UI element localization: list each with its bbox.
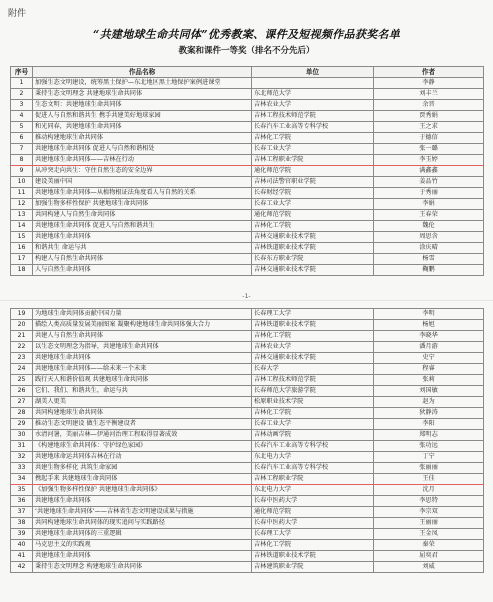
- cell-unit: 吉林交通职业技术学院: [252, 353, 374, 364]
- cell-number: 32: [11, 452, 33, 463]
- cell-title: 共建地球生命共同体 促进人与自然和谐相处: [33, 144, 252, 155]
- table-row: [11, 364, 484, 375]
- cell-author: 李娟: [374, 199, 484, 210]
- cell-author: 张丽丽: [374, 463, 484, 474]
- cell-unit: 长春财经学院: [252, 188, 374, 199]
- table-row: [11, 540, 484, 551]
- cell-unit: 吉林工程职业学院: [252, 474, 374, 485]
- cell-title: 共建生物多样化 共筑生命家园: [33, 463, 252, 474]
- cell-unit: 长春中医药大学: [252, 518, 374, 529]
- table-row: [11, 331, 484, 342]
- cell-title: 推动构建地球生命共同体: [33, 133, 252, 144]
- cell-author: 赵为: [374, 397, 484, 408]
- cell-title: 它们、我们、和谐共生，命运与共: [33, 386, 252, 397]
- cell-title: 共建人与自然生命共同体: [33, 331, 252, 342]
- table-row: [11, 155, 484, 166]
- cell-title: 共同构建地球生命共同体的现实追问与实践路径: [33, 518, 252, 529]
- cell-author: 满鑫鑫: [374, 166, 484, 177]
- cell-author: 姜品竹: [374, 177, 484, 188]
- cell-author: 史宁: [374, 353, 484, 364]
- cell-unit: 东北师范大学: [252, 89, 374, 100]
- cell-title: 推动生态文明建设 做生态平衡建设者: [33, 419, 252, 430]
- cell-title: 共建地球生命共同体: [33, 232, 252, 243]
- table-row: [11, 210, 484, 221]
- cell-title: 共同构建地球生命共同体: [33, 408, 252, 419]
- cell-title: 和光同春，共建地球生命共同体: [33, 122, 252, 133]
- table-row: [11, 144, 484, 155]
- cell-author: 刘丰兰: [374, 89, 484, 100]
- table-row: [11, 485, 484, 496]
- table-row: [11, 232, 484, 243]
- cell-author: 张功远: [374, 441, 484, 452]
- cell-author: 李静: [374, 78, 484, 89]
- table-row: [11, 452, 484, 463]
- cell-author: 沈月: [374, 485, 484, 496]
- table-body-page2: [11, 309, 484, 573]
- cell-unit: 长春理工大学: [252, 529, 374, 540]
- cell-unit: 吉林司法警官职业学院: [252, 177, 374, 188]
- table-header-row: [11, 67, 484, 78]
- cell-title: 加强生态文明建设，统筹黑土保护—东北地区黑土地保护案例进课堂: [33, 78, 252, 89]
- cell-unit: 吉林交通职业技术学院: [252, 265, 374, 276]
- cell-number: 42: [11, 562, 33, 573]
- cell-number: 6: [11, 133, 33, 144]
- cell-number: 14: [11, 221, 33, 232]
- cell-unit: 长春汽车工业高等专科学校: [252, 441, 374, 452]
- cell-author: 李思特: [374, 496, 484, 507]
- cell-author: 秦荣: [374, 540, 484, 551]
- cell-unit: 长春师范大学旅游学院: [252, 386, 374, 397]
- cell-author: 杨旭: [374, 320, 484, 331]
- cell-author: 张一璐: [374, 144, 484, 155]
- cell-title: 建设美丽中国: [33, 177, 252, 188]
- cell-author: 刘威: [374, 562, 484, 573]
- cell-number: 5: [11, 122, 33, 133]
- table-row: [11, 353, 484, 364]
- cell-number: 2: [11, 89, 33, 100]
- table-row: [11, 122, 484, 133]
- cell-unit: 长春工业大学: [252, 419, 374, 430]
- cell-author: 鞠鹏: [374, 265, 484, 276]
- cell-number: 37: [11, 507, 33, 518]
- cell-title: 水清河暑，美丽吉林—伊通河治理工程取得显著成效: [33, 430, 252, 441]
- table-row: [11, 474, 484, 485]
- cell-number: 9: [11, 166, 33, 177]
- cell-unit: 吉林农业大学: [252, 100, 374, 111]
- cell-title: 共建地球生命共同体: [33, 353, 252, 364]
- cell-author: 于秀丽: [374, 188, 484, 199]
- table-row: [11, 562, 484, 573]
- table-row: [11, 518, 484, 529]
- cell-number: 8: [11, 155, 33, 166]
- cell-author: 屈奕君: [374, 551, 484, 562]
- award-table-page2: [10, 308, 484, 573]
- cell-number: 23: [11, 353, 33, 364]
- table-body-page1: [11, 78, 484, 276]
- table-row: [11, 496, 484, 507]
- cell-author: 贾秀娟: [374, 111, 484, 122]
- cell-number: 4: [11, 111, 33, 122]
- cell-author: 李阳: [374, 419, 484, 430]
- cell-number: 12: [11, 199, 33, 210]
- table-row: [11, 221, 484, 232]
- cell-number: 28: [11, 408, 33, 419]
- cell-unit: 长春工业大学: [252, 199, 374, 210]
- cell-title: 和谐共生 命运与共: [33, 243, 252, 254]
- table-row: [11, 133, 484, 144]
- cell-number: 35: [11, 485, 33, 496]
- cell-number: 10: [11, 177, 33, 188]
- cell-title: 共同构建人与自然生命共同体: [33, 210, 252, 221]
- table-row: [11, 243, 484, 254]
- table-row: [11, 199, 484, 210]
- cell-unit: 吉林化工学院: [252, 408, 374, 419]
- table-row: [11, 166, 484, 177]
- cell-unit: 吉林建筑职业学院: [252, 562, 374, 573]
- table-row: [11, 342, 484, 353]
- cell-unit: 东北电力大学: [252, 485, 374, 496]
- column-header-author: 作者: [374, 67, 484, 78]
- cell-title: 共建地球生命共同体 促进人与自然和谐共生: [33, 221, 252, 232]
- cell-number: 24: [11, 364, 33, 375]
- cell-title: 共建地球生命共同体: [33, 551, 252, 562]
- award-table-page1: [10, 66, 484, 276]
- document-subtitle: 教案和课件一等奖（排名不分先后）: [178, 46, 315, 56]
- cell-author: 魏伦: [374, 221, 484, 232]
- cell-title: 秉持生态文明理念 构建地球生命共同体: [33, 562, 252, 573]
- cell-number: 27: [11, 397, 33, 408]
- cell-title: 湖美人更美: [33, 397, 252, 408]
- cell-title: 携起手来 共建地球生命共同体: [33, 474, 252, 485]
- cell-unit: 松原职业技术学院: [252, 397, 374, 408]
- cell-author: 杨雪: [374, 254, 484, 265]
- cell-title: 描绘人类高质量发展美丽图案 凝聚构建地球生命共同体强大合力: [33, 320, 252, 331]
- table-row: [11, 89, 484, 100]
- cell-unit: 吉林化工学院: [252, 133, 374, 144]
- cell-number: 41: [11, 551, 33, 562]
- column-header-number: 序号: [11, 67, 33, 78]
- table-row: [11, 254, 484, 265]
- cell-unit: 长春理工大学: [252, 309, 374, 320]
- cell-unit: 吉林农业大学: [252, 342, 374, 353]
- cell-title: ‘共建地球生命共同体’——吉林省生态文明建设成果与措施: [33, 507, 252, 518]
- cell-number: 31: [11, 441, 33, 452]
- cell-author: 王丽丽: [374, 518, 484, 529]
- cell-author: 李宗双: [374, 507, 484, 518]
- table-row: [11, 320, 484, 331]
- cell-author: 李明: [374, 309, 484, 320]
- cell-title: 《加强生物多样性保护 共建地球生命共同体》: [33, 485, 252, 496]
- cell-title: 共建地球生命共同体—从植物根证法角度看人与自然的关系: [33, 188, 252, 199]
- table-row: [11, 551, 484, 562]
- cell-unit: 长春东方职业学院: [252, 254, 374, 265]
- cell-number: 30: [11, 430, 33, 441]
- cell-number: 40: [11, 540, 33, 551]
- table-row: [11, 507, 484, 518]
- cell-unit: 吉林工程职业学院: [252, 155, 374, 166]
- cell-author: 李玉婷: [374, 155, 484, 166]
- cell-unit: 通化师范学院: [252, 210, 374, 221]
- cell-author: 于德信: [374, 133, 484, 144]
- cell-author: 王佳: [374, 474, 484, 485]
- cell-unit: 吉林铁道职业技术学院: [252, 551, 374, 562]
- cell-number: 15: [11, 232, 33, 243]
- table-row: [11, 111, 484, 122]
- cell-number: 34: [11, 474, 33, 485]
- table-row: [11, 529, 484, 540]
- cell-unit: 东北电力大学: [252, 452, 374, 463]
- cell-number: 25: [11, 375, 33, 386]
- table-row: [11, 78, 484, 89]
- cell-number: 38: [11, 518, 33, 529]
- table-row: [11, 463, 484, 474]
- cell-number: 29: [11, 419, 33, 430]
- cell-title: 共建地球生命共同体的三重逻辑: [33, 529, 252, 540]
- cell-number: 22: [11, 342, 33, 353]
- table-row: [11, 100, 484, 111]
- table-row: [11, 441, 484, 452]
- cell-title: 从冲突走向共生：守住自然生态的安全边界: [33, 166, 252, 177]
- cell-author: 王之求: [374, 122, 484, 133]
- cell-author: 周思含: [374, 232, 484, 243]
- table-row: [11, 397, 484, 408]
- cell-author: 余晋: [374, 100, 484, 111]
- attachment-label: 附件: [8, 9, 27, 19]
- cell-title: 秉持生态文明理念 共建地球生命共同体: [33, 89, 252, 100]
- cell-title: 共建地球生命共同体——给未来一个未来: [33, 364, 252, 375]
- table-row: [11, 177, 484, 188]
- page-number: -1-: [242, 293, 251, 300]
- document-title: “共建地球生命共同体”优秀教案、课件及短视频作品获奖名单: [92, 28, 401, 41]
- cell-unit: 吉林工程技术师范学院: [252, 111, 374, 122]
- cell-number: 19: [11, 309, 33, 320]
- cell-author: 程睿: [374, 364, 484, 375]
- cell-number: 21: [11, 331, 33, 342]
- cell-number: 13: [11, 210, 33, 221]
- cell-unit: 长春大学: [252, 364, 374, 375]
- cell-number: 7: [11, 144, 33, 155]
- column-header-title: 作品名称: [33, 67, 252, 78]
- table-row: [11, 430, 484, 441]
- cell-author: 狄静涛: [374, 408, 484, 419]
- cell-number: 18: [11, 265, 33, 276]
- cell-number: 16: [11, 243, 33, 254]
- cell-number: 33: [11, 463, 33, 474]
- table-row: [11, 408, 484, 419]
- cell-title: 《构建地球生命共同体：守护绿色家园》: [33, 441, 252, 452]
- cell-title: 以生态文明理念为指导，共建地球生命共同体: [33, 342, 252, 353]
- cell-unit: 吉林化工学院: [252, 540, 374, 551]
- cell-unit: 吉林化工学院: [252, 331, 374, 342]
- column-header-unit: 单位: [252, 67, 374, 78]
- cell-title: 马克思主义的实践观: [33, 540, 252, 551]
- cell-number: 11: [11, 188, 33, 199]
- cell-author: 郑明志: [374, 430, 484, 441]
- cell-unit: 吉林铁道职业技术学院: [252, 243, 374, 254]
- table-row: [11, 419, 484, 430]
- cell-unit: 长春汽车工业高等专科学校: [252, 122, 374, 133]
- cell-author: 张莉: [374, 375, 484, 386]
- table-row: [11, 375, 484, 386]
- cell-title: 人与自然生命共同体: [33, 265, 252, 276]
- cell-unit: 长春工业大学: [252, 144, 374, 155]
- cell-title: 促进人与自然和谐共生 携手共建美好地球家园: [33, 111, 252, 122]
- cell-unit: 长春汽车工业高等专科学校: [252, 463, 374, 474]
- cell-title: 加强生物多样性保护 共建地球生命共同体: [33, 199, 252, 210]
- cell-author: 刘国敏: [374, 386, 484, 397]
- cell-unit: 吉林铁道职业技术学院: [252, 320, 374, 331]
- cell-unit: 通化师范学院: [252, 507, 374, 518]
- table-row: [11, 188, 484, 199]
- cell-title: 为地球生命共同体贡献中国力量: [33, 309, 252, 320]
- cell-unit: 长春中医药大学: [252, 496, 374, 507]
- cell-title: 践行天人和谐价值观 共建地球生命共同体: [33, 375, 252, 386]
- cell-number: 26: [11, 386, 33, 397]
- cell-author: 王金凤: [374, 529, 484, 540]
- cell-author: 潘月游: [374, 342, 484, 353]
- cell-title: 共建地球生命共同体——吉林在行动: [33, 155, 252, 166]
- cell-unit: 吉林动画学院: [252, 430, 374, 441]
- cell-unit: [252, 78, 374, 89]
- cell-author: 涂庆晴: [374, 243, 484, 254]
- table-row: [11, 265, 484, 276]
- cell-unit: 吉林工程技术师范学院: [252, 375, 374, 386]
- cell-author: 王春荣: [374, 210, 484, 221]
- cell-title: 共建地球命运共同体吉林在行动: [33, 452, 252, 463]
- cell-number: 1: [11, 78, 33, 89]
- cell-author: 丁宁: [374, 452, 484, 463]
- page-divider: [0, 300, 493, 301]
- cell-unit: 通化师范学院: [252, 166, 374, 177]
- cell-number: 36: [11, 496, 33, 507]
- table-row: [11, 386, 484, 397]
- table-row: [11, 309, 484, 320]
- cell-title: 生态文明：共建地球生命共同体: [33, 100, 252, 111]
- cell-number: 39: [11, 529, 33, 540]
- cell-title: 共建地球生命共同体: [33, 496, 252, 507]
- cell-unit: 吉林化工学院: [252, 221, 374, 232]
- cell-unit: 吉林交通职业技术学院: [252, 232, 374, 243]
- cell-number: 3: [11, 100, 33, 111]
- cell-number: 20: [11, 320, 33, 331]
- cell-author: 李晓华: [374, 331, 484, 342]
- cell-title: 构建人与自然生命共同体: [33, 254, 252, 265]
- cell-number: 17: [11, 254, 33, 265]
